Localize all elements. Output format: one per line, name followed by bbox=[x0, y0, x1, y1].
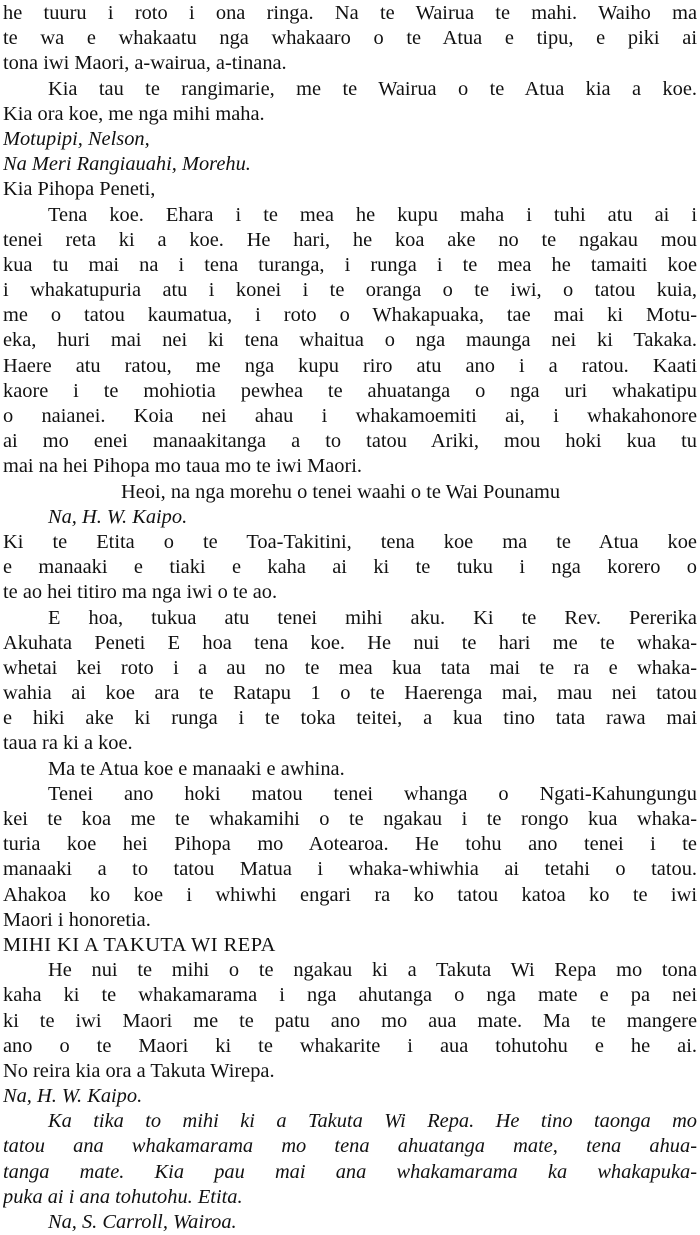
signature-block bbox=[3, 1084, 697, 1109]
text-line: No reira kia ora a Takuta Wirepa. bbox=[3, 1059, 275, 1082]
document-page bbox=[3, 1, 697, 1235]
text-line: Ka tika to mihi ki a Takuta Wi Repa. He tino taonga mo bbox=[48, 1110, 697, 1133]
text-line: Ahakoa ko koe i whiwhi engari ra ko tatou katoa ko te iwi bbox=[3, 883, 697, 906]
text-line: Heoi, na nga morehu o tenei waahi o te Wai Pounamu bbox=[121, 480, 561, 503]
text-line: Ki te Etita o te Toa-Takitini, tena koe ma te Atua koe bbox=[3, 530, 697, 553]
text-line: wahia ai koe ara te Ratapu 1 o te Haerenga mai, mau nei tatou bbox=[3, 682, 697, 705]
text-line: whetai kei roto i a au no te mea kua tata mai te ra e whaka- bbox=[3, 656, 697, 679]
text-line: e hiki ake ki runga i te toka teitei, a kua tino tata rawa mai bbox=[3, 707, 697, 730]
text-line: Tenei ano hoki matou tenei whanga o Ngati-Kahungungu bbox=[48, 782, 697, 805]
section-heading bbox=[3, 933, 697, 958]
editor-note bbox=[3, 1109, 697, 1210]
text-line: kei te koa me te whakamihi o te ngakau i te rongo kua whaka- bbox=[3, 808, 697, 830]
text-line: manaaki a to tatou Matua i whaka-whiwhia ai tetahi o tatou. bbox=[3, 858, 697, 881]
text-line: Tena koe. Ehara i te mea he kupu maha i tuhi atu ai i bbox=[48, 203, 697, 226]
text-line: Kia tau te rangimarie, me te Wairua o te Atua kia a koe. bbox=[48, 77, 697, 100]
closing-line bbox=[3, 480, 697, 505]
text-line: kua tu mai na i tena turanga, i runga i te mea he tamaiti koe bbox=[3, 253, 697, 276]
text-line: te wa e whakaatu nga whakaaro o te Atua e tipu, e piki ai bbox=[3, 27, 697, 50]
text-line: ano o te Maori ki te whakarite i aua tohutohu e he ai. bbox=[3, 1034, 697, 1057]
text-line: turia koe hei Pihopa mo Aotearoa. He tohu ano tenei i te bbox=[3, 833, 697, 856]
text-line: ai mo enei manaakitanga a to tatou Ariki, mou hoki kua tu bbox=[3, 430, 697, 453]
paragraph-rev-letter bbox=[3, 606, 697, 757]
paragraph-takuta-wi-repa bbox=[3, 958, 697, 1084]
text-line: ki te iwi Maori me te patu ano mo aua mate. Ma te mangere bbox=[3, 1009, 697, 1032]
signature-line: Na, H. W. Kaipo. bbox=[48, 505, 188, 528]
text-line: tona iwi Maori, a-wairua, a-tinana. bbox=[3, 52, 287, 75]
text-line: kaore i te mohiotia pewhea te ahuatanga o nga uri whakatipu bbox=[3, 379, 697, 402]
paragraph-blessing bbox=[3, 757, 697, 782]
text-line: o naianei. Koia nei ahau i whakamoemiti ai, i whakahonore bbox=[3, 405, 697, 427]
text-line: puka ai i ana tohutohu. Etita. bbox=[3, 1185, 243, 1208]
signature-line: Na Meri Rangiauahi, Morehu. bbox=[3, 153, 251, 176]
place-line: Motupipi, Nelson, bbox=[3, 127, 150, 150]
signature-line: Na, S. Carroll, Wairoa. bbox=[48, 1211, 237, 1233]
text-line: kaha ki te whakamarama i nga ahutanga o nga mate e pa nei bbox=[3, 984, 697, 1007]
signature-line: Na, H. W. Kaipo. bbox=[3, 1085, 143, 1108]
signature-block bbox=[3, 127, 697, 177]
text-line: E hoa, tukua atu tenei mihi aku. Ki te Rev. Pererika bbox=[48, 606, 697, 629]
text-line: Ma te Atua koe e manaaki e awhina. bbox=[48, 757, 345, 780]
text-line: Kia ora koe, me nga mihi maha. bbox=[3, 102, 265, 125]
paragraph-continuation bbox=[3, 1, 697, 77]
salutation: Kia Pihopa Peneti, bbox=[3, 178, 156, 201]
text-line: Akuhata Peneti E hoa tena koe. He nui te hari me te whaka- bbox=[3, 631, 697, 654]
paragraph-blessing bbox=[3, 77, 697, 127]
signature-block bbox=[3, 505, 697, 530]
text-line: te ao hei titiro ma nga iwi o te ao. bbox=[3, 581, 278, 604]
text-line: He nui te mihi o te ngakau ki a Takuta Wi Repa mo tona bbox=[48, 959, 697, 982]
text-line: Haere atu ratou, me nga kupu riro atu ano i a ratou. Kaati bbox=[3, 354, 697, 377]
text-line: i whakatupuria atu i konei i te oranga o te iwi, o tatou kuia, bbox=[3, 279, 697, 302]
text-line: e manaaki e tiaki e kaha ai ki te tuku i nga korero o bbox=[3, 556, 697, 579]
signature-block bbox=[3, 1210, 697, 1235]
letter-paragraph bbox=[3, 177, 697, 479]
paragraph-ngati-kahungungu bbox=[3, 782, 697, 933]
heading-text: MIHI KI A TAKUTA WI REPA bbox=[3, 933, 276, 956]
text-line: Maori i honoretia. bbox=[3, 908, 151, 931]
text-line: me o tatou kaumatua, i roto o Whakapuaka, tae mai ki Motu- bbox=[3, 304, 697, 327]
text-line: tanga mate. Kia pau mai ana whakamarama ka whakapuka- bbox=[3, 1160, 697, 1183]
paragraph-editor-greeting bbox=[3, 530, 697, 606]
text-line: tenei reta ki a koe. He hari, he koa ake no te ngakau mou bbox=[3, 228, 697, 251]
text-line: he tuuru i roto i ona ringa. Na te Wairua te mahi. Waiho ma bbox=[3, 2, 697, 24]
text-line: tatou ana whakamarama mo tena ahuatanga mate, tena ahua- bbox=[3, 1135, 697, 1158]
text-line: eka, huri mai nei ki tena whaitua o nga maunga nei ki Takaka. bbox=[3, 329, 697, 352]
text-line: taua ra ki a koe. bbox=[3, 732, 133, 755]
text-line: mai na hei Pihopa mo taua mo te iwi Maori. bbox=[3, 455, 363, 478]
